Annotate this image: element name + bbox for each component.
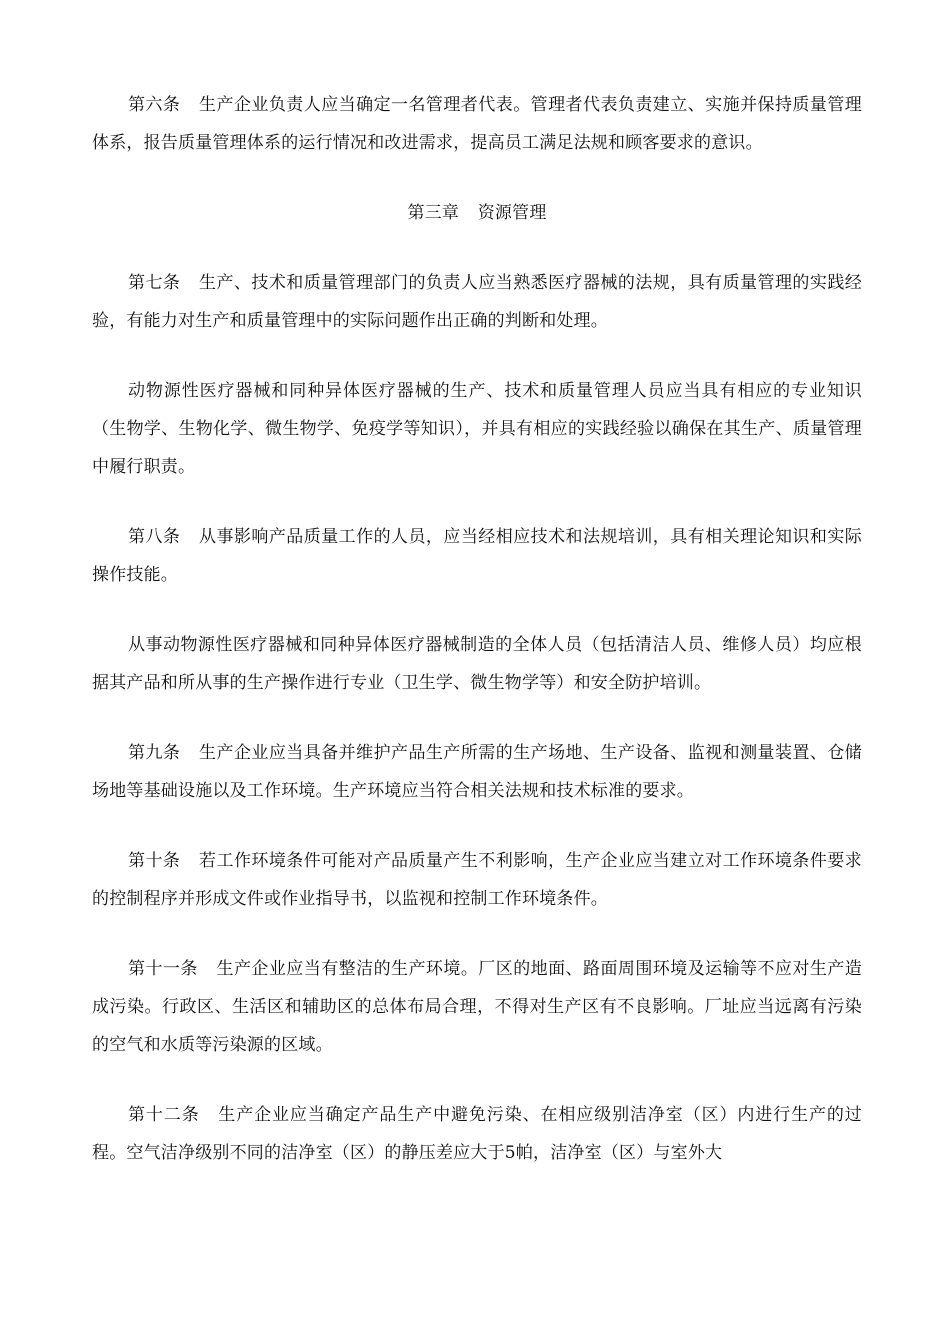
article-text: 若工作环境条件可能对产品质量产生不利影响，生产企业应当建立对工作环境条件要求的控制程序并形成文件或作业指导书，以监视和控制工作环境条件。 xyxy=(92,851,862,909)
article-text: 生产、技术和质量管理部门的负责人应当熟悉医疗器械的法规，具有质量管理的实践经验，有能力对生产和质量管理中的实际问题作出正确的判断和处理。 xyxy=(92,273,862,331)
article-number: 第十二条 xyxy=(128,1105,200,1125)
chapter-number: 第三章 xyxy=(407,203,460,223)
article-6 xyxy=(92,86,862,162)
article-7-paragraph-2 xyxy=(92,372,862,486)
paragraph-text: 从事动物源性医疗器械和同种异体医疗器械制造的全体人员（包括清洁人员、维修人员）均应根据其产品和所从事的生产操作进行专业（卫生学、微生物学等）和安全防护培训。 xyxy=(92,635,862,693)
article-number: 第八条 xyxy=(128,527,181,547)
article-number: 第六条 xyxy=(128,95,181,115)
paragraph-text: 动物源性医疗器械和同种异体医疗器械的生产、技术和质量管理人员应当具有相应的专业知识（生物学、生物化学、微生物学、免疫学等知识），并具有相应的实践经验以确保在其生产、质量管理中履行职责。 xyxy=(92,381,862,477)
article-10 xyxy=(92,842,862,918)
article-number: 第七条 xyxy=(128,273,181,293)
article-number: 第九条 xyxy=(128,743,181,763)
article-number: 第十条 xyxy=(128,851,181,871)
article-text: 生产企业负责人应当确定一名管理者代表。管理者代表负责建立、实施并保持质量管理体系，报告质量管理体系的运行情况和改进需求，提高员工满足法规和顾客要求的意识。 xyxy=(92,95,862,153)
article-8-paragraph-2 xyxy=(92,626,862,702)
article-12 xyxy=(92,1096,862,1172)
article-text: 生产企业应当确定产品生产中避免污染、在相应级别洁净室（区）内进行生产的过程。空气洁净级别不同的洁净室（区）的静压差应大于5帕，洁净室（区）与室外大 xyxy=(92,1105,862,1163)
article-8 xyxy=(92,518,862,594)
article-11 xyxy=(92,950,862,1064)
article-text: 生产企业应当具备并维护产品生产所需的生产场地、生产设备、监视和测量装置、仓储场地等基础设施以及工作环境。生产环境应当符合相关法规和技术标准的要求。 xyxy=(92,743,862,801)
document-page xyxy=(92,86,862,1204)
article-text: 从事影响产品质量工作的人员，应当经相应技术和法规培训，具有相关理论知识和实际操作技能。 xyxy=(92,527,862,585)
article-9 xyxy=(92,734,862,810)
article-number: 第十一条 xyxy=(128,959,198,979)
chapter-title: 资源管理 xyxy=(477,203,547,223)
article-7 xyxy=(92,264,862,340)
chapter-heading xyxy=(92,194,862,232)
article-text: 生产企业应当有整洁的生产环境。厂区的地面、路面周围环境及运输等不应对生产造成污染。行政区、生活区和辅助区的总体布局合理，不得对生产区有不良影响。厂址应当远离有污染的空气和水质等污染源的区域。 xyxy=(92,959,862,1055)
